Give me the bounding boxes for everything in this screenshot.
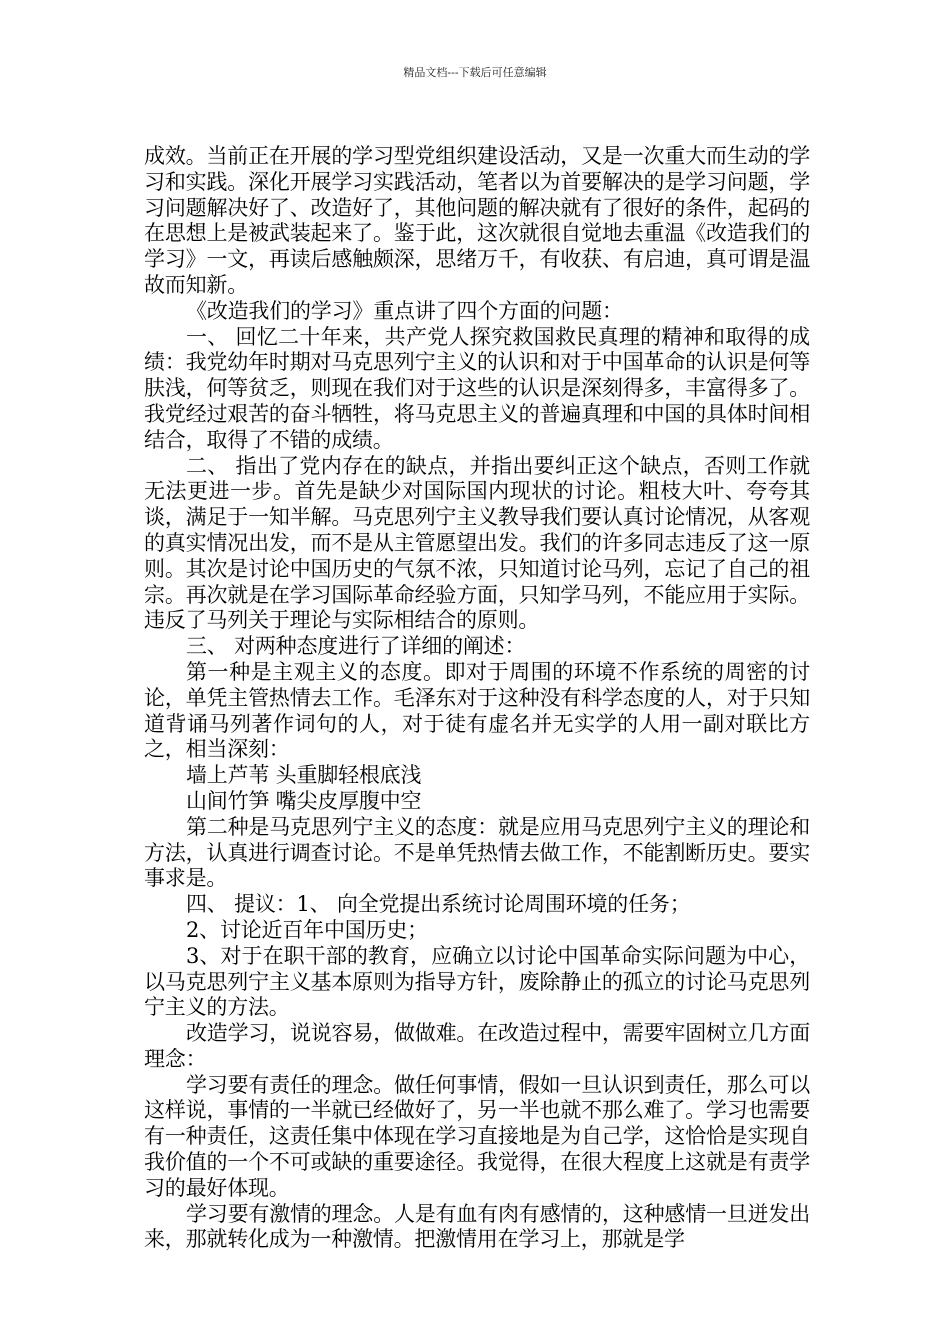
paragraph: 第二种是马克思列宁主义的态度：就是应用马克思列宁主义的理论和方法，认真进行调查讨论。不是单凭热情去做工作，不能割断历史。要实事求是。	[144, 814, 810, 891]
paragraph: 2、讨论近百年中国历史；	[186, 917, 428, 942]
paragraph: 第一种是主观主义的态度。即对于周围的环境不作系统的周密的讨论，单凭主管热情去工作。毛泽东对于这种没有科学态度的人，对于只知道背诵马列著作词句的人，对于徒有虚名并无实学的人用一副对联比方之，相当深刻：	[144, 659, 810, 762]
couplet-line: 墙上芦苇 头重脚轻根底浅	[186, 763, 422, 788]
document-body	[144, 144, 810, 1253]
paragraph: 二、 指出了党内存在的缺点，并指出要纠正这个缺点，否则工作就无法更进一步。首先是缺少对国际国内现状的讨论。粗枝大叶、夸夸其谈，满足于一知半解。马克思列宁主义教导我们要认真讨论情况，从客观的真实情况出发，而不是从主管愿望出发。我们的许多同志违反了这一原则。其次是讨论中国历史的气氛不浓，只知道讨论马列，忘记了自己的祖宗。再次就是在学习国际革命经验方面，只知学马列，不能应用于实际。违反了马列关于理论与实际相结合的原则。	[144, 453, 810, 633]
paragraph: 一、 回忆二十年来，共产党人探究救国救民真理的精神和取得的成绩：我党幼年时期对马克思列宁主义的认识和对于中国革命的认识是何等肤浅，何等贫乏，则现在我们对于这些的认识是深刻得多，丰富得多了。我党经过艰苦的奋斗牺牲，将马克思主义的普遍真理和中国的具体时间相结合，取得了不错的成绩。	[144, 324, 810, 452]
couplet-line: 山间竹笋 嘴尖皮厚腹中空	[186, 788, 422, 813]
paragraph: 学习要有激情的理念。人是有血有肉有感情的，这种感情一旦迸发出来，那就转化成为一种激情。把激情用在学习上，那就是学	[144, 1201, 810, 1252]
paragraph: 3、对于在职干部的教育，应确立以讨论中国革命实际问题为中心，以马克思列宁主义基本原则为指导方针，废除静止的孤立的讨论马克思列宁主义的方法。	[144, 943, 810, 1020]
page-header: 精品文档---下载后可任意编辑	[403, 66, 547, 79]
paragraph: 成效。当前正在开展的学习型党组织建设活动，又是一次重大而生动的学习和实践。深化开展学习实践活动，笔者以为首要解决的是学习问题，学习问题解决好了、改造好了，其他问题的解决就有了很好的条件，起码的在思想上是被武装起来了。鉴于此，这次就很自觉地去重温《改造我们的学习》一文，再读后感触颇深，思绪万千，有收获、有启迪，真可谓是温故而知新。	[144, 144, 810, 297]
paragraph: 四、 提议：1、 向全党提出系统讨论周围环境的任务；	[186, 892, 691, 917]
paragraph: 《改造我们的学习》重点讲了四个方面的问题：	[186, 298, 623, 323]
paragraph: 改造学习，说说容易，做做难。在改造过程中，需要牢固树立几方面理念：	[144, 1021, 810, 1071]
paragraph: 学习要有责任的理念。做任何事情，假如一旦认识到责任，那么可以这样说，事情的一半就已经做好了，另一半也就不那么难了。学习也需要有一种责任，这责任集中体现在学习直接地是为自己学，这恰恰是实现自我价值的一个不可或缺的重要途径。我觉得，在很大程度上这就是有责学习的最好体现。	[144, 1072, 810, 1200]
paragraph: 三、 对两种态度进行了详细的阐述：	[186, 634, 526, 659]
